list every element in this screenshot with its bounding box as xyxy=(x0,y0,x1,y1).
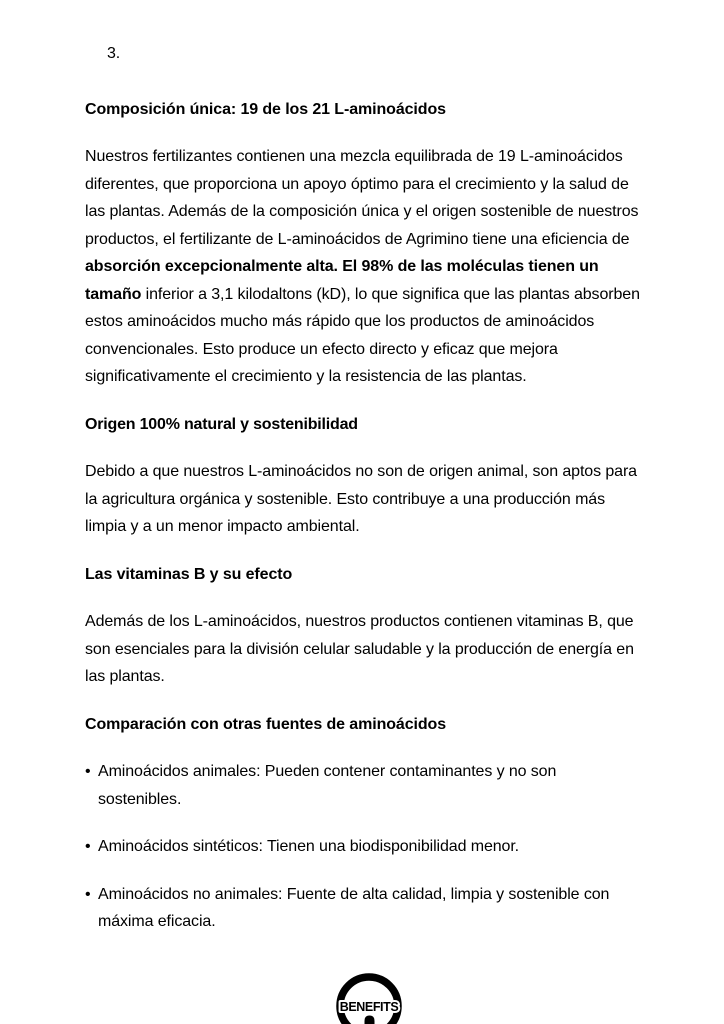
paragraph-vitaminas xyxy=(85,608,640,691)
paragraph-bold-text: absorción excepcionalmente alta. El 98% de las moléculas tienen un tamaño xyxy=(85,258,599,303)
list-item xyxy=(85,758,640,813)
paragraph-text: Debido a que nuestros L-aminoácidos no son de origen animal, son aptos para la agricultura orgánica y sostenible. Esto contribuye a una producción más limpia y a un menor impacto ambiental. xyxy=(85,463,637,535)
bullet-text: Aminoácidos no animales: Fuente de alta calidad, limpia y sostenible con máxima eficacia. xyxy=(98,885,610,930)
paragraph-origen xyxy=(85,458,640,541)
paragraph-composicion xyxy=(85,143,640,391)
bullet-marker: • xyxy=(85,838,91,855)
section-heading-origen: Origen 100% natural y sostenibilidad xyxy=(85,415,358,433)
comparison-bullet-list xyxy=(85,758,640,936)
section-heading-composicion: Composición única: 19 de los 21 L-aminoácidos xyxy=(85,100,446,118)
list-item xyxy=(85,881,640,936)
section-heading-comparacion: Comparación con otras fuentes de aminoácidos xyxy=(85,715,447,733)
benefits-icon-label: BENEFITS xyxy=(339,999,398,1014)
bullet-text: Aminoácidos sintéticos: Tienen una biodisponibilidad menor. xyxy=(98,838,520,855)
paragraph-text: Nuestros fertilizantes contienen una mezcla equilibrada de 19 L-aminoácidos diferentes, que proporciona un apoyo óptimo para el crecimiento y la salud de las plantas. Además de la composición única y el origen sostenible de nuestros productos, el fertilizante de L-aminoácidos de Agrimino tiene una eficiencia de xyxy=(85,148,639,248)
list-number: 3. xyxy=(107,45,121,62)
benefits-icon-container xyxy=(93,972,648,1024)
benefits-click-icon xyxy=(329,972,413,1024)
list-item xyxy=(85,833,640,861)
section-heading-vitaminas: Las vitaminas B y su efecto xyxy=(85,565,293,583)
bullet-marker: • xyxy=(85,885,91,903)
bullet-text: Aminoácidos animales: Pueden contener contaminantes y no son sostenibles. xyxy=(98,763,557,808)
bullet-marker: • xyxy=(85,763,91,780)
paragraph-text: inferior a 3,1 kilodaltons (kD), lo que significa que las plantas absorben estos aminoácidos mucho más rápido que los productos de aminoácidos convencionales. Esto produce un efecto directo y eficaz que mejora significativamente el crecimiento y la resistencia de las plantas. xyxy=(85,285,640,385)
paragraph-text: Además de los L-aminoácidos, nuestros productos contienen vitaminas B, que son esenciales para la división celular saludable y la producción de energía en las plantas. xyxy=(85,613,634,685)
